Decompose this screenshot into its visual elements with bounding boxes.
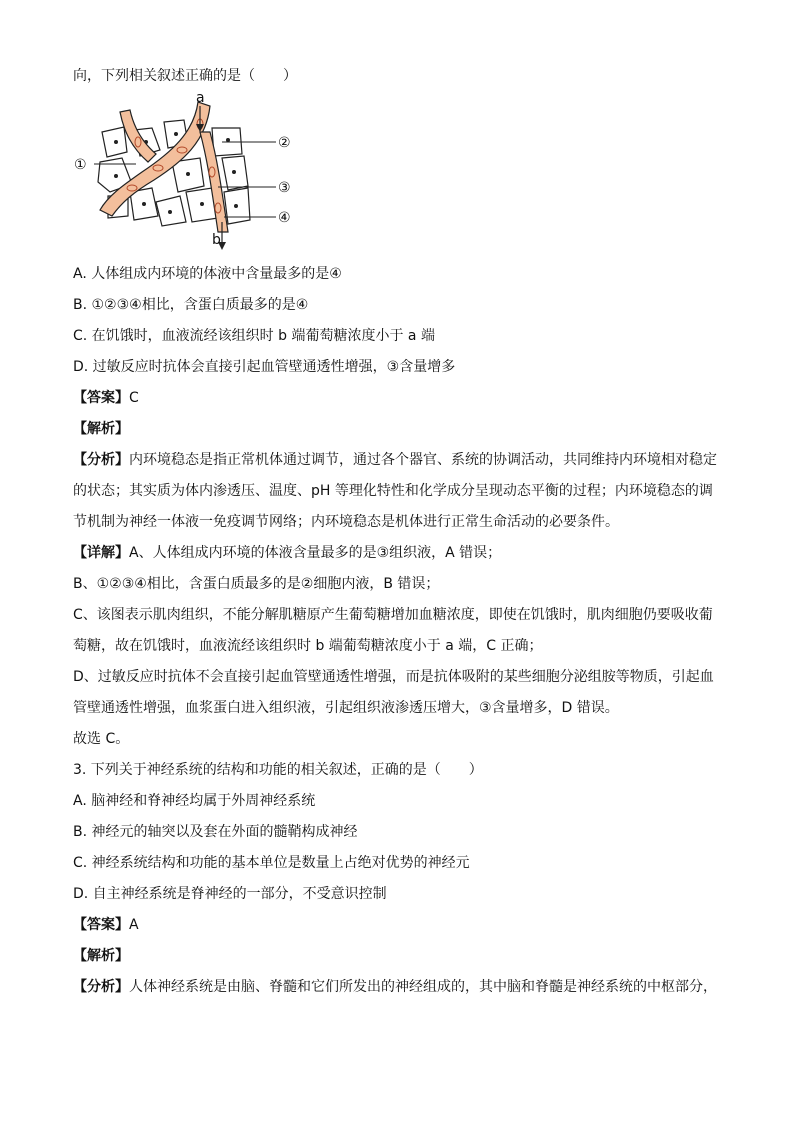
answer-value: A [129,917,139,933]
label-2: ② [278,135,291,151]
analysis-title: 【解析】 [73,421,129,437]
option-b: B. 神经元的轴突以及套在外面的髓鞘构成神经 [73,824,358,840]
question-stem: 向，下列相关叙述正确的是（ ） [73,68,297,84]
question-stem: 3. 下列关于神经系统的结构和功能的相关叙述，正确的是（ ） [73,762,483,778]
detail-line: B、①②③④相比，含蛋白质最多的是②细胞内液，B 错误； [73,576,440,592]
analysis-line: 节机制为神经一体液一免疫调节网络；内环境稳态是机体进行正常生命活动的必要条件。 [73,514,619,530]
answer-tag: 【答案】 [73,917,129,933]
tissue-diagram [72,92,302,252]
analysis-tag: 【分析】 [73,452,129,468]
option-a: A. 脑神经和脊神经均属于外周神经系统 [73,793,316,809]
label-b: b [212,232,221,248]
answer-tag: 【答案】 [73,390,129,406]
analysis-text: 人体神经系统是由脑、脊髓和它们所发出的神经组成的，其中脑和脊髓是神经系统的中枢部分， [129,979,717,995]
detail-line [73,543,501,563]
detail-line: C、该图表示肌肉组织，不能分解肌糖原产生葡萄糖增加血糖浓度，即使在饥饿时，肌肉细胞仍要吸收葡 [73,607,713,623]
conclusion-line: 故选 C。 [73,731,130,747]
detail-tag: 【详解】 [73,545,129,561]
label-1: ① [74,157,87,173]
answer-line [73,388,139,408]
label-a: a [196,92,205,106]
label-3: ③ [278,180,291,196]
analysis-line [73,977,717,997]
option-c: C. 神经系统结构和功能的基本单位是数量上占绝对优势的神经元 [73,855,470,871]
option-a: A. 人体组成内环境的体液中含量最多的是④ [73,266,342,282]
option-c: C. 在饥饿时，血液流经该组织时 b 端葡萄糖浓度小于 a 端 [73,328,435,344]
answer-line [73,915,139,935]
option-b: B. ①②③④相比，含蛋白质最多的是④ [73,297,309,313]
analysis-tag: 【分析】 [73,979,129,995]
analysis-line: 的状态；其实质为体内渗透压、温度、pH 等理化特性和化学成分呈现动态平衡的过程；内环境稳态的调 [73,483,713,499]
detail-line: D、过敏反应时抗体不会直接引起血管壁通透性增强，而是抗体吸附的某些细胞分泌组胺等物质，引起血 [73,669,714,685]
label-4: ④ [278,210,291,226]
detail-line: 萄糖，故在饥饿时，血液流经该组织时 b 端葡萄糖浓度小于 a 端，C 正确； [73,638,543,654]
detail-text: A、人体组成内环境的体液含量最多的是③组织液，A 错误； [129,545,502,561]
analysis-text: 内环境稳态是指正常机体通过调节，通过各个器官、系统的协调活动，共同维持内环境相对稳定 [129,452,717,468]
answer-value: C [129,390,139,406]
analysis-title: 【解析】 [73,948,129,964]
option-d: D. 过敏反应时抗体会直接引起血管壁通透性增强，③含量增多 [73,359,456,375]
analysis-line [73,450,717,470]
option-d: D. 自主神经系统是脊神经的一部分，不受意识控制 [73,886,387,902]
detail-line: 管壁通透性增强，血浆蛋白进入组织液，引起组织液渗透压增大，③含量增多，D 错误。 [73,700,619,716]
